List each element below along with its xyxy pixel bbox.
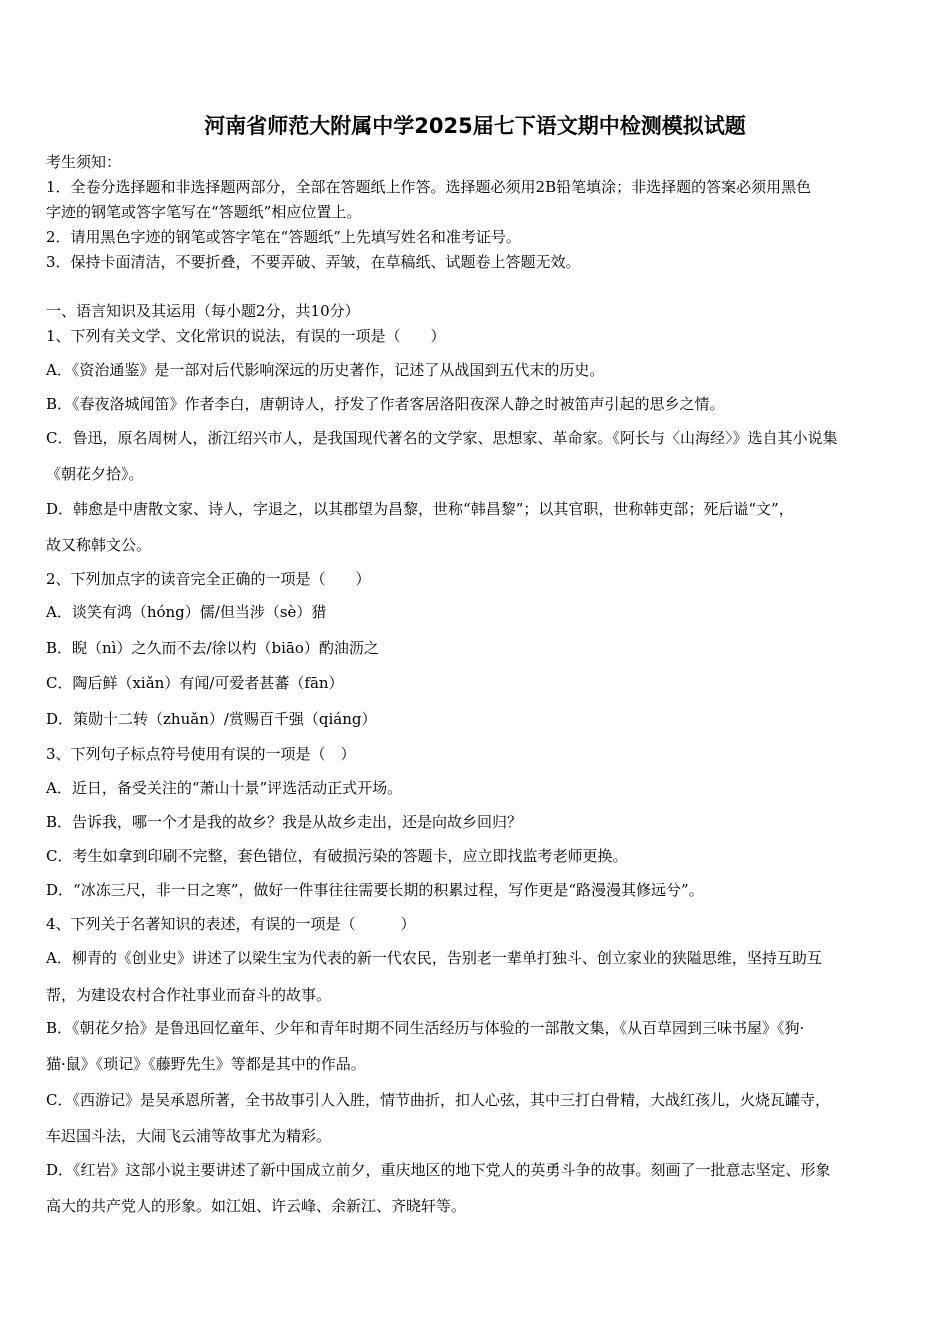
question-1-option-c: C．鲁迅，原名周树人，浙江绍兴市人，是我国现代著名的文学家、思想家、革命家。《阿长与〈山海经〉》选自其小说集 (46, 429, 838, 447)
question-4-option-b-cont: 猫·鼠》《琐记》《藤野先生》等都是其中的作品。 (46, 1055, 366, 1073)
question-4-option-d: D．《红岩》这部小说主要讲述了新中国成立前夕，重庆地区的地下党人的英勇斗争的故事。刻画了一批意志坚定、形象 (46, 1161, 831, 1179)
question-2-option-d: D．策勋十二转（zhuǎn）/赏赐百千强（qiáng） (46, 710, 377, 728)
section-heading: 一、语言知识及其运用（每小题2分，共10分） (46, 302, 360, 320)
page-title: 河南省师范大附属中学2025届七下语文期中检测模拟试题 (204, 114, 746, 138)
question-1-option-b: B．《春夜洛城闻笛》作者李白，唐朝诗人，抒发了作者客居洛阳夜深人静之时被笛声引起的思乡之情。 (46, 395, 725, 413)
question-3-option-a: A．近日，备受关注的“萧山十景”评选活动正式开场。 (46, 779, 403, 797)
question-3-option-d: D．“冰冻三尺，非一日之寒”，做好一件事往往需要长期的积累过程，写作更是“路漫漫其修远兮”。 (46, 881, 704, 899)
notice-heading: 考生须知： (46, 153, 122, 171)
question-4-option-a-cont: 帮，为建设农村合作社事业而奋斗的故事。 (46, 986, 332, 1004)
question-1-option-d-cont: 故又称韩文公。 (46, 536, 152, 554)
question-1-option-c-cont: 《朝花夕拾》。 (46, 465, 144, 483)
notice-item: 2．请用黑色字迹的钢笔或答字笔在“答题纸”上先填写姓名和准考证号。 (46, 228, 521, 246)
question-4-option-b: B．《朝花夕拾》是鲁迅回忆童年、少年和青年时期不同生活经历与体验的一部散文集，《从百草园到三味书屋》《狗· (46, 1019, 805, 1037)
notice-item: 字迹的钢笔或答字笔写在“答题纸”相应位置上。 (46, 203, 362, 221)
notice-item: 3．保持卡面清洁，不要折叠，不要弄破、弄皱，在草稿纸、试题卷上答题无效。 (46, 253, 581, 271)
question-3-option-c: C．考生如拿到印刷不完整，套色错位，有破损污染的答题卡，应立即找监考老师更换。 (46, 847, 628, 865)
question-1-option-a: A．《资治通鉴》是一部对后代影响深远的历史著作，记述了从战国到五代末的历史。 (46, 361, 605, 379)
question-4-option-c: C．《西游记》是吴承恩所著，全书故事引人入胜，情节曲折，扣人心弦，其中三打白骨精，大战红孩儿，火烧瓦罐寺， (46, 1091, 830, 1109)
notice-item: 1．全卷分选择题和非选择题两部分，全部在答题纸上作答。选择题必须用2B铅笔填涂；非选择题的答案必须用黑色 (46, 178, 812, 196)
question-4-option-a: A．柳青的《创业史》讲述了以梁生宝为代表的新一代农民，告别老一辈单打独斗、创立家业的狭隘思维，坚持互助互 (46, 949, 822, 967)
question-2-option-c: C．陶后鲜（xiǎn）有闻/可爱者甚蕃（fān） (46, 674, 344, 692)
question-4-option-d-cont: 高大的共产党人的形象。如江姐、许云峰、余新江、齐晓轩等。 (46, 1197, 467, 1215)
question-3-stem: 3、下列句子标点符号使用有误的一项是（ ） (46, 745, 356, 763)
question-2-option-a: A．谈笑有鸿（hóng）儒/但当涉（sè）猎 (46, 603, 327, 621)
question-1-stem: 1、下列有关文学、文化常识的说法，有误的一项是（ ） (46, 327, 446, 345)
question-4-option-c-cont: 车迟国斗法，大闹飞云浦等故事尤为精彩。 (46, 1127, 332, 1145)
question-2-option-b: B．睨（nì）之久而不去/徐以杓（biāo）酌油沥之 (46, 639, 379, 657)
question-2-stem: 2、下列加点字的读音完全正确的一项是（ ） (46, 570, 371, 588)
question-1-option-d: D．韩愈是中唐散文家、诗人，字退之，以其郡望为昌黎，世称“韩昌黎”；以其官职，世称韩吏部；死后谥“文”， (46, 500, 794, 518)
question-3-option-b: B．告诉我，哪一个才是我的故乡？我是从故乡走出，还是向故乡回归？ (46, 813, 523, 831)
question-4-stem: 4、下列关于名著知识的表述，有误的一项是（ ） (46, 915, 416, 933)
